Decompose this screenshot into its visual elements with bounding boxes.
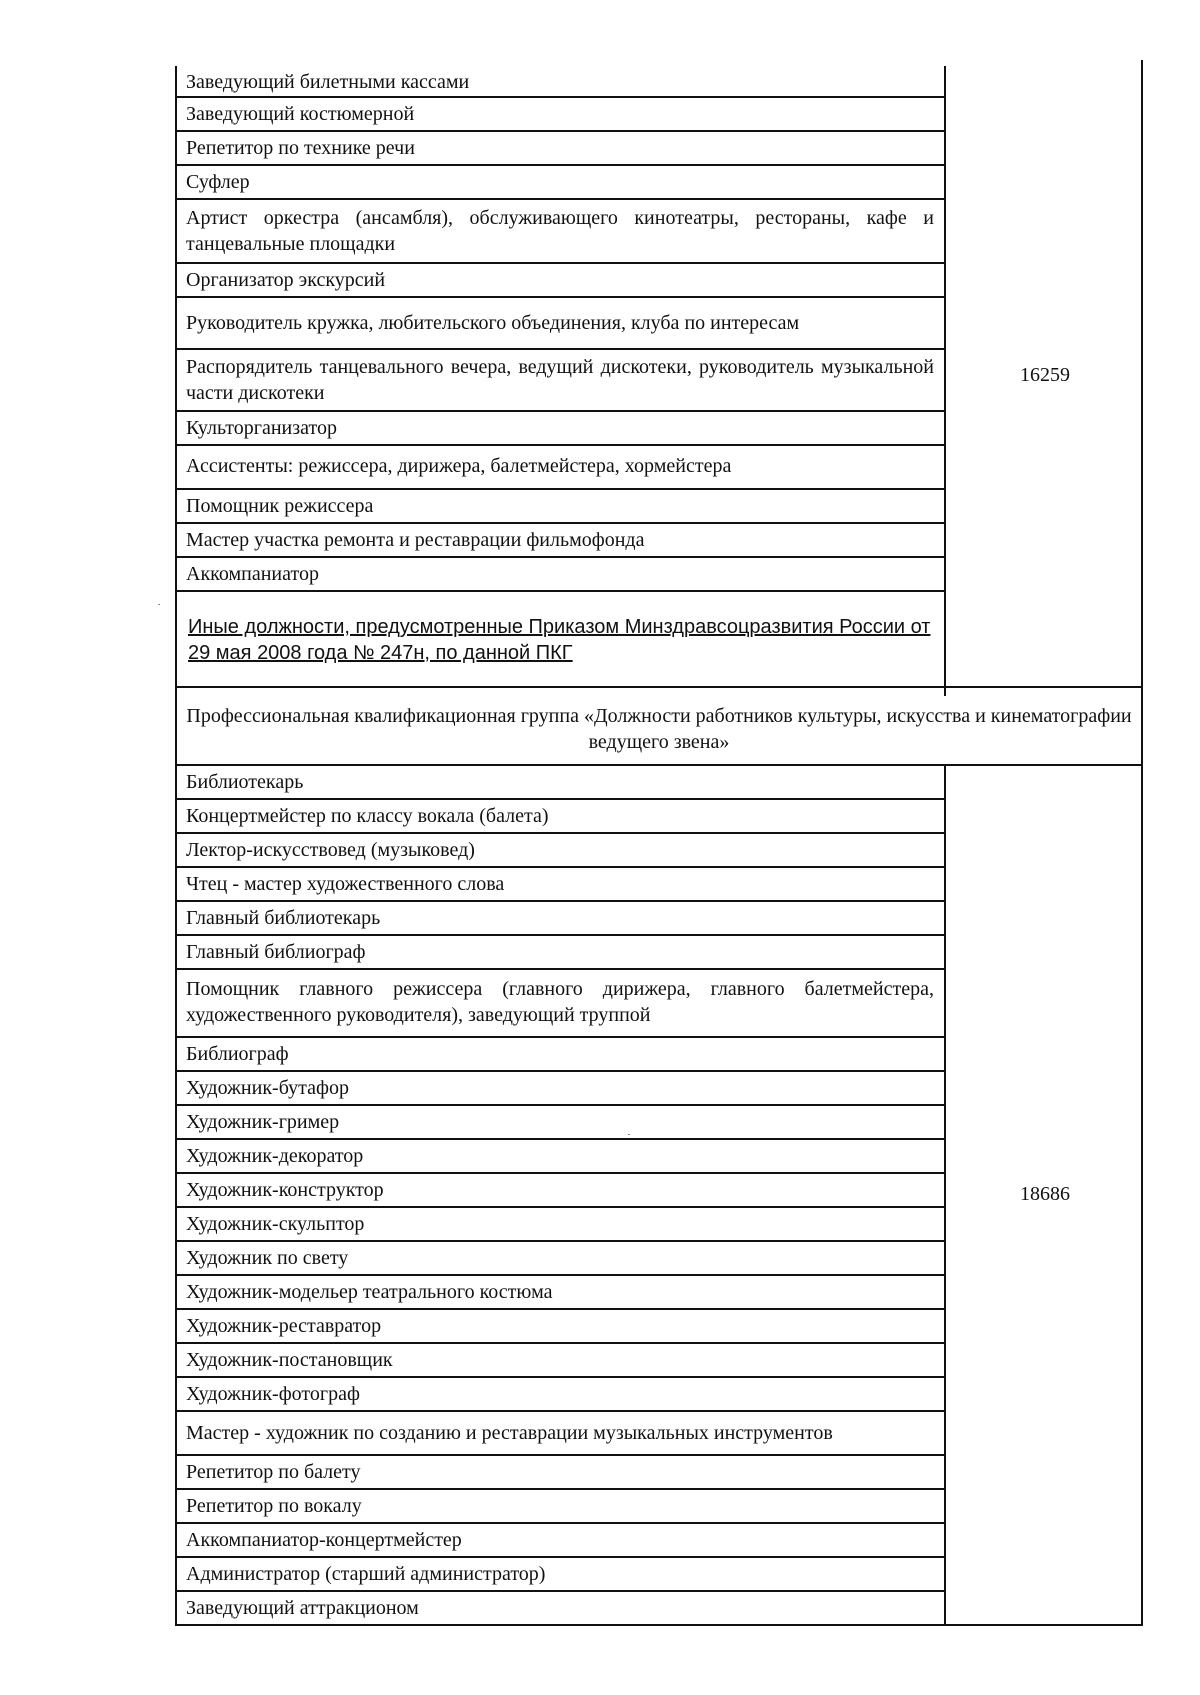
- table-cell-position: Организатор экскурсий: [186, 269, 386, 291]
- row-divider: [175, 590, 946, 592]
- table-cell-position: Суфлер: [186, 171, 250, 193]
- table-cell-position: Художник-фотограф: [186, 1383, 360, 1405]
- table-cell-position: Главный библиограф: [186, 941, 366, 963]
- group1-value: 16259: [1020, 364, 1070, 386]
- table-cell-position: Руководитель кружка, любительского объединения, клуба по интересам: [186, 312, 800, 334]
- table-cell-position: Культорганизатор: [186, 417, 337, 439]
- scan-speck: [628, 1134, 630, 1135]
- table-cell-position: Библиотекарь: [186, 771, 304, 793]
- table-cell-position: Заведующий костюмерной: [186, 103, 415, 125]
- table-cell-position: Аккомпаниатор: [186, 563, 319, 585]
- group2-value: 18686: [1020, 1183, 1070, 1205]
- table-cell-position: Художник-декоратор: [186, 1145, 364, 1167]
- table-left-border: [175, 66, 177, 1624]
- table-cell-position: Репетитор по балету: [186, 1461, 361, 1483]
- table-cell-position: Лектор-искусствовед (музыковед): [186, 839, 475, 861]
- table-cell-position: Художник-конструктор: [186, 1179, 384, 1201]
- table-cell-position: Ассистенты: режиссера, дирижера, балетмейстера, хормейстера: [186, 455, 732, 477]
- table-cell-position: Художник-реставратор: [186, 1315, 382, 1337]
- scan-speck: [158, 604, 160, 605]
- row-divider: [175, 348, 946, 350]
- table-middle-border-bottom: [944, 764, 946, 1624]
- table-cell-position: Артист оркестра (ансамбля), обслуживающего кинотеатры, рестораны, кафе и танцевальные площадки: [186, 207, 934, 255]
- group-heading-top-border: [175, 686, 1143, 688]
- table-cell-position: Концертмейстер по классу вокала (балета): [186, 805, 549, 827]
- table-cell-position: Библиограф: [186, 1043, 289, 1065]
- table-bottom-border: [175, 1624, 1143, 1626]
- table-middle-border-top: [944, 66, 946, 696]
- group2-heading: Профессиональная квалификационная группа «Должности работников культуры, искусства и кинематографии ведущего звена»: [186, 705, 1132, 753]
- table-cell-position: Художник по свету: [186, 1247, 349, 1269]
- table-cell-position: Помощник главного режиссера (главного дирижера, главного балетмейстера, художественного руководителя), заведующий труппой: [186, 978, 934, 1026]
- table-cell-position: Администратор (старший администратор): [186, 1563, 546, 1585]
- table-cell-position: Заведующий билетными кассами: [186, 71, 470, 93]
- table-cell-position: Мастер участка ремонта и реставрации фильмофонда: [186, 529, 645, 551]
- table-cell-position: Главный библиотекарь: [186, 907, 381, 929]
- row-divider: [175, 968, 946, 970]
- table-cell-position: Репетитор по технике речи: [186, 137, 415, 159]
- table-cell-position: Художник-модельер театрального костюма: [186, 1281, 553, 1303]
- other-positions-link[interactable]: Иные должности, предусмотренные Приказом Минздравсоцразвития России от 29 мая 2008 года № 247н, по данной ПКГ: [188, 616, 931, 664]
- table-cell-position: Помощник режиссера: [186, 495, 374, 517]
- table-cell-position: Художник-гример: [186, 1111, 340, 1133]
- row-divider: [175, 198, 946, 200]
- table-cell-position: Аккомпаниатор-концертмейстер: [186, 1529, 462, 1551]
- table-cell-position: Мастер - художник по созданию и реставрации музыкальных инструментов: [186, 1422, 833, 1444]
- table-cell-position: Чтец - мастер художественного слова: [186, 873, 505, 895]
- table-right-border: [1141, 60, 1143, 1624]
- table-cell-position: Заведующий аттракционом: [186, 1597, 419, 1619]
- table-cell-position: Распорядитель танцевального вечера, ведущий дискотеки, руководитель музыкальной части дискотеки: [186, 356, 934, 404]
- table-cell-position: Художник-постановщик: [186, 1349, 393, 1371]
- table-cell-position: Художник-скульптор: [186, 1213, 365, 1235]
- table-cell-position: Репетитор по вокалу: [186, 1495, 362, 1517]
- table-cell-position: Художник-бутафор: [186, 1077, 349, 1099]
